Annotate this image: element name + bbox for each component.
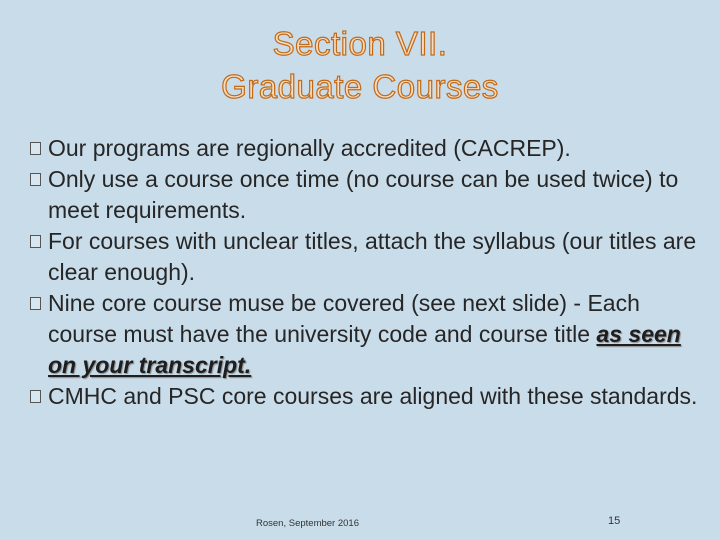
bullet-text: Nine core course muse be covered (see next slide) - Each course must have the university code and course title [48,290,640,347]
square-bullet-icon [30,142,41,155]
bullet-text: Our programs are regionally accredited (CACREP). [48,135,571,161]
title-line-2: Graduate Courses [221,68,499,105]
slide-number: 15 [608,515,621,527]
bullet-text: For courses with unclear titles, attach the syllabus (our titles are clear enough). [48,228,697,285]
square-bullet-icon [30,390,41,403]
bullet-list [30,133,702,412]
square-bullet-icon [30,173,41,186]
bullet-item [30,164,702,226]
slide-title [0,22,720,108]
square-bullet-icon [30,235,41,248]
square-bullet-icon [30,297,41,310]
bullet-text: CMHC and PSC core courses are aligned with these standards. [48,383,698,409]
bullet-item [30,381,702,412]
transcript-emphasis: as seen on your transcript. [48,321,681,378]
bullet-item [30,226,702,288]
bullet-item [30,288,702,381]
title-line-1: Section VII. [272,25,448,62]
bullet-item [30,133,702,164]
bullet-text: Only use a course once time (no course can be used twice) to meet requirements. [48,166,679,223]
footer-text: Rosen, September 2016 [256,518,359,529]
